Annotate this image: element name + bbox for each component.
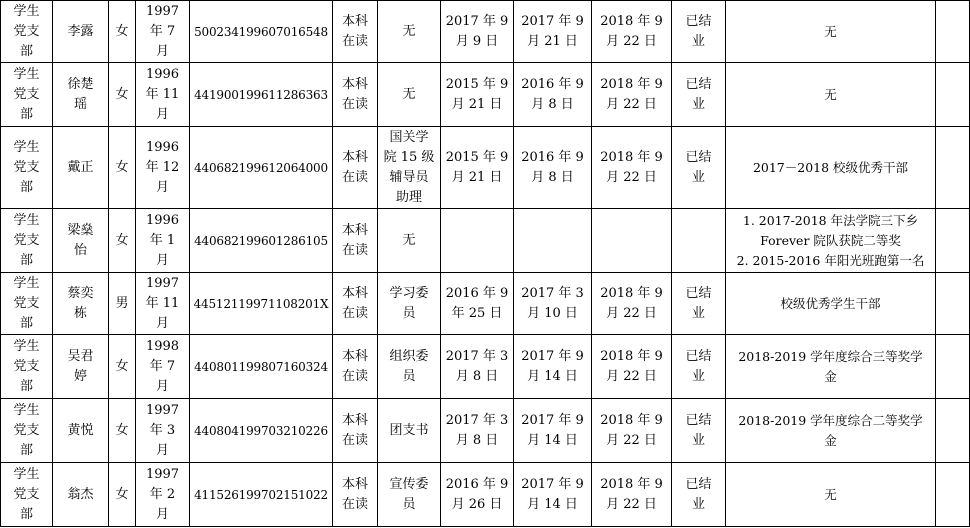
date-1-cell: 2015 年 9 月 21 日: [441, 127, 514, 209]
gender-cell: 女: [109, 1, 136, 63]
date-3-cell: 2018 年 9 月 22 日: [592, 127, 672, 209]
id-number-cell: 440801199807160324: [190, 335, 333, 399]
date-1-cell: 2016 年 9 年 25 日: [441, 273, 514, 335]
gender-cell: 女: [109, 335, 136, 399]
id-number-cell: 44512119971108201X: [190, 273, 333, 335]
empty-cell: [936, 209, 970, 273]
branch-cell: 学生 党支 部: [1, 463, 53, 527]
gender-cell: 女: [109, 209, 136, 273]
award-cell: 2018-2019 学年度综合二等奖学 金: [726, 399, 936, 463]
date-1-cell: 2017 年 3 月 8 日: [441, 335, 514, 399]
name-cell: 徐楚 瑶: [53, 63, 109, 127]
date-2-cell: 2017 年 9 月 14 日: [514, 463, 592, 527]
date-3-cell: 2018 年 9 月 22 日: [592, 63, 672, 127]
date-1-cell: 2017 年 3 月 8 日: [441, 399, 514, 463]
date-2-cell: 2017 年 3 月 10 日: [514, 273, 592, 335]
education-cell: 本科 在读: [333, 335, 378, 399]
gender-cell: 女: [109, 63, 136, 127]
date-2-cell: 2016 年 9 月 8 日: [514, 127, 592, 209]
date-1-cell: 2017 年 9 月 9 日: [441, 1, 514, 63]
branch-cell: 学生 党支 部: [1, 63, 53, 127]
date-3-cell: 2018 年 9 月 22 日: [592, 1, 672, 63]
status-cell: [672, 209, 726, 273]
birth-date-cell: 1996 年 11 月: [136, 63, 190, 127]
education-cell: 本科 在读: [333, 463, 378, 527]
empty-cell: [936, 63, 970, 127]
status-cell: 已结 业: [672, 63, 726, 127]
gender-cell: 女: [109, 127, 136, 209]
empty-cell: [936, 273, 970, 335]
date-1-cell: 2015 年 9 月 21 日: [441, 63, 514, 127]
name-cell: 吴君 婷: [53, 335, 109, 399]
education-cell: 本科 在读: [333, 209, 378, 273]
empty-cell: [936, 335, 970, 399]
date-2-cell: [514, 209, 592, 273]
table-row: [1, 63, 970, 127]
education-cell: 本科 在读: [333, 399, 378, 463]
id-number-cell: 440682199601286105: [190, 209, 333, 273]
branch-cell: 学生 党支 部: [1, 1, 53, 63]
branch-cell: 学生 党支 部: [1, 209, 53, 273]
status-cell: 已结 业: [672, 463, 726, 527]
education-cell: 本科 在读: [333, 63, 378, 127]
name-cell: 李露: [53, 1, 109, 63]
role-cell: 宣传委 员: [378, 463, 441, 527]
branch-cell: 学生 党支 部: [1, 273, 53, 335]
award-cell: 2018-2019 学年度综合三等奖学 金: [726, 335, 936, 399]
date-3-cell: 2018 年 9 月 22 日: [592, 335, 672, 399]
date-3-cell: [592, 209, 672, 273]
empty-cell: [936, 1, 970, 63]
birth-date-cell: 1997 年 3 月: [136, 399, 190, 463]
date-3-cell: 2018 年 9 月 22 日: [592, 273, 672, 335]
award-cell: 校级优秀学生干部: [726, 273, 936, 335]
role-cell: 无: [378, 63, 441, 127]
role-cell: 学习委 员: [378, 273, 441, 335]
id-number-cell: 440682199612064000: [190, 127, 333, 209]
date-2-cell: 2017 年 9 月 21 日: [514, 1, 592, 63]
gender-cell: 女: [109, 399, 136, 463]
branch-cell: 学生 党支 部: [1, 399, 53, 463]
name-cell: 黄悦: [53, 399, 109, 463]
birth-date-cell: 1996 年 12 月: [136, 127, 190, 209]
id-number-cell: 440804199703210226: [190, 399, 333, 463]
award-cell: 无: [726, 463, 936, 527]
name-cell: 梁燊 怡: [53, 209, 109, 273]
table-row: [1, 1, 970, 63]
role-cell: 组织委 员: [378, 335, 441, 399]
empty-cell: [936, 127, 970, 209]
date-2-cell: 2016 年 9 月 8 日: [514, 63, 592, 127]
id-number-cell: 500234199607016548: [190, 1, 333, 63]
name-cell: 蔡奕 栋: [53, 273, 109, 335]
empty-cell: [936, 463, 970, 527]
birth-date-cell: 1996 年 1 月: [136, 209, 190, 273]
date-2-cell: 2017 年 9 月 14 日: [514, 335, 592, 399]
role-cell: 无: [378, 209, 441, 273]
status-cell: 已结 业: [672, 273, 726, 335]
date-1-cell: [441, 209, 514, 273]
table-row: [1, 335, 970, 399]
role-cell: 无: [378, 1, 441, 63]
education-cell: 本科 在读: [333, 127, 378, 209]
status-cell: 已结 业: [672, 127, 726, 209]
id-number-cell: 411526199702151022: [190, 463, 333, 527]
award-cell: 无: [726, 1, 936, 63]
branch-cell: 学生 党支 部: [1, 335, 53, 399]
role-cell: 国关学 院 15 级 辅导员 助理: [378, 127, 441, 209]
status-cell: 已结 业: [672, 335, 726, 399]
table-row: [1, 399, 970, 463]
table-row: [1, 273, 970, 335]
education-cell: 本科 在读: [333, 273, 378, 335]
name-cell: 翁杰: [53, 463, 109, 527]
birth-date-cell: 1997 年 7 月: [136, 1, 190, 63]
award-cell: 2017－2018 校级优秀干部: [726, 127, 936, 209]
gender-cell: 男: [109, 273, 136, 335]
birth-date-cell: 1998 年 7 月: [136, 335, 190, 399]
birth-date-cell: 1997 年 11 月: [136, 273, 190, 335]
date-1-cell: 2016 年 9 月 26 日: [441, 463, 514, 527]
date-2-cell: 2017 年 9 月 14 日: [514, 399, 592, 463]
award-cell: 1. 2017-2018 年法学院三下乡 Forever 院队获院二等奖 2. 2015-2016 年阳光班跑第一名: [726, 209, 936, 273]
table-row: [1, 209, 970, 273]
date-3-cell: 2018 年 9 月 22 日: [592, 463, 672, 527]
empty-cell: [936, 399, 970, 463]
date-3-cell: 2018 年 9 月 22 日: [592, 399, 672, 463]
table-row: [1, 463, 970, 527]
birth-date-cell: 1997 年 2 月: [136, 463, 190, 527]
award-cell: 无: [726, 63, 936, 127]
table-row: [1, 127, 970, 209]
branch-cell: 学生 党支 部: [1, 127, 53, 209]
education-cell: 本科 在读: [333, 1, 378, 63]
gender-cell: 女: [109, 463, 136, 527]
role-cell: 团支书: [378, 399, 441, 463]
status-cell: 已结 业: [672, 1, 726, 63]
name-cell: 戴正: [53, 127, 109, 209]
status-cell: 已结 业: [672, 399, 726, 463]
id-number-cell: 441900199611286363: [190, 63, 333, 127]
